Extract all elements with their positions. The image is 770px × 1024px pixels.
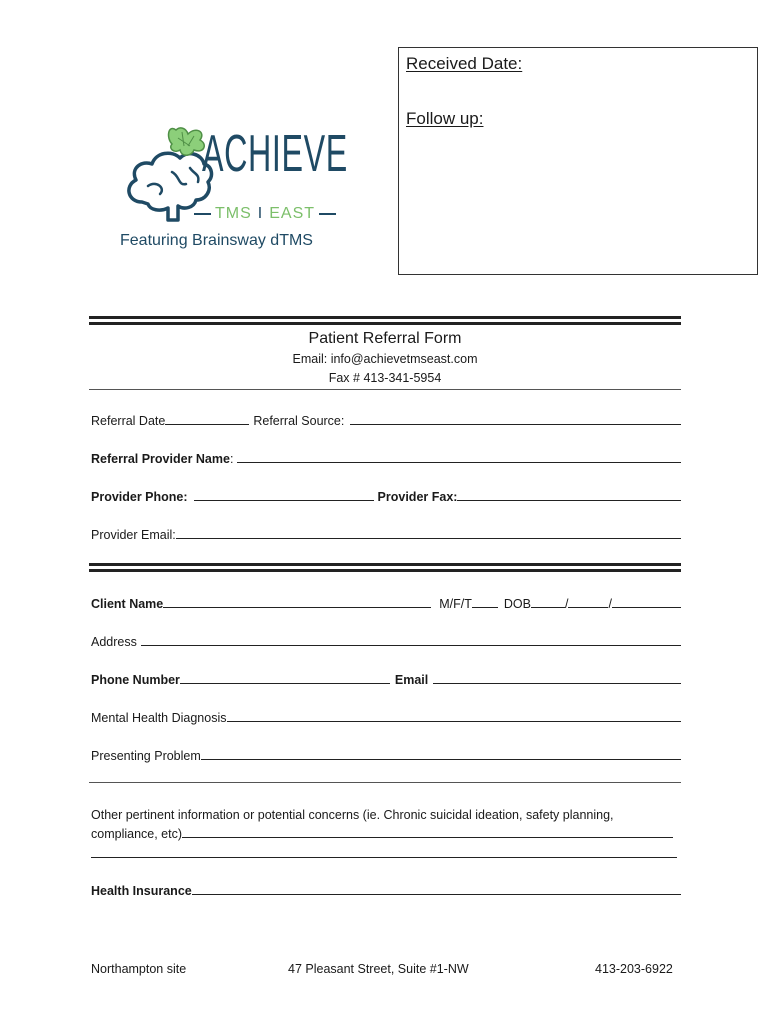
other-info-label-2: compliance, etc) [91, 827, 183, 841]
header-double-rule [89, 316, 681, 325]
presenting-problem-label: Presenting Problem [91, 749, 201, 763]
insurance-row [91, 880, 681, 898]
phone-number-label: Phone Number [91, 673, 180, 687]
provider-phone-row [91, 486, 681, 504]
sex-field[interactable] [472, 607, 498, 608]
provider-name-row [91, 448, 681, 466]
address-row [91, 631, 681, 649]
contact-fax: Fax # 413-341-5954 [328, 371, 442, 385]
footer-address: 47 Pleasant Street, Suite #1-NW [288, 962, 469, 976]
provider-name-field[interactable] [237, 462, 681, 463]
client-name-row [91, 593, 681, 611]
phone-email-row [91, 669, 681, 687]
provider-phone-label: Provider Phone: [91, 490, 188, 504]
sex-label: M/F/T [439, 597, 472, 611]
referral-source-field[interactable] [350, 424, 681, 425]
provider-email-field[interactable] [176, 538, 681, 539]
presenting-problem-field[interactable] [201, 759, 681, 760]
divider [89, 782, 681, 783]
provider-name-colon: : [229, 452, 234, 466]
dob-day-field[interactable] [568, 607, 608, 608]
dob-year-field[interactable] [612, 607, 681, 608]
form-title: Patient Referral Form [308, 330, 462, 347]
referral-source-label: Referral Source: [253, 414, 345, 428]
provider-phone-field[interactable] [194, 500, 374, 501]
email-label: Email [394, 673, 429, 687]
client-name-field[interactable] [163, 607, 431, 608]
logo-wordmark: ACHIEVE [202, 125, 348, 183]
dob-slash-1: / [564, 597, 569, 611]
logo-east: EAST [269, 205, 316, 222]
referral-date-field[interactable] [165, 424, 249, 425]
dob-label: DOB [503, 597, 531, 611]
other-info-row-2 [91, 823, 681, 841]
email-field[interactable] [433, 683, 681, 684]
phone-number-field[interactable] [180, 683, 390, 684]
address-label: Address [91, 635, 137, 649]
provider-email-label: Provider Email: [91, 528, 176, 542]
provider-email-row [91, 524, 681, 542]
address-field[interactable] [141, 645, 681, 646]
provider-fax-label: Provider Fax: [377, 490, 458, 504]
other-info-field[interactable] [182, 837, 673, 838]
other-info-row [91, 804, 681, 822]
client-section-double-rule [89, 563, 681, 572]
diagnosis-field[interactable] [227, 721, 682, 722]
footer-site: Northampton site [91, 962, 187, 976]
office-use-box [398, 47, 758, 275]
other-info-label: Other pertinent information or potential concerns (ie. Chronic suicidal ideation, safety planning, [91, 808, 614, 822]
health-insurance-field[interactable] [192, 894, 681, 895]
provider-name-label: Referral Provider Name [91, 452, 230, 466]
referral-date-row [91, 410, 681, 428]
received-date-label: Received Date: [406, 54, 523, 73]
referral-date-label: Referral Date [91, 414, 166, 428]
logo-separator: I [257, 205, 264, 222]
presenting-problem-row [91, 745, 681, 763]
logo-tagline: Featuring Brainsway dTMS [120, 232, 313, 249]
divider [89, 389, 681, 390]
diagnosis-row [91, 707, 681, 725]
dob-month-field[interactable] [531, 607, 565, 608]
follow-up-label: Follow up: [406, 109, 484, 128]
logo-subtitle [194, 205, 336, 223]
other-info-extra-line[interactable] [91, 857, 677, 858]
logo-tms: TMS [214, 205, 252, 222]
provider-fax-field[interactable] [457, 500, 681, 501]
dob-slash-2: / [608, 597, 612, 611]
client-name-label: Client Name [91, 597, 164, 611]
diagnosis-label: Mental Health Diagnosis [91, 711, 227, 725]
footer-phone: 413-203-6922 [595, 962, 673, 976]
achieve-logo [120, 124, 348, 254]
health-insurance-label: Health Insurance [91, 884, 192, 898]
contact-email: Email: info@achievetmseast.com [292, 352, 478, 366]
